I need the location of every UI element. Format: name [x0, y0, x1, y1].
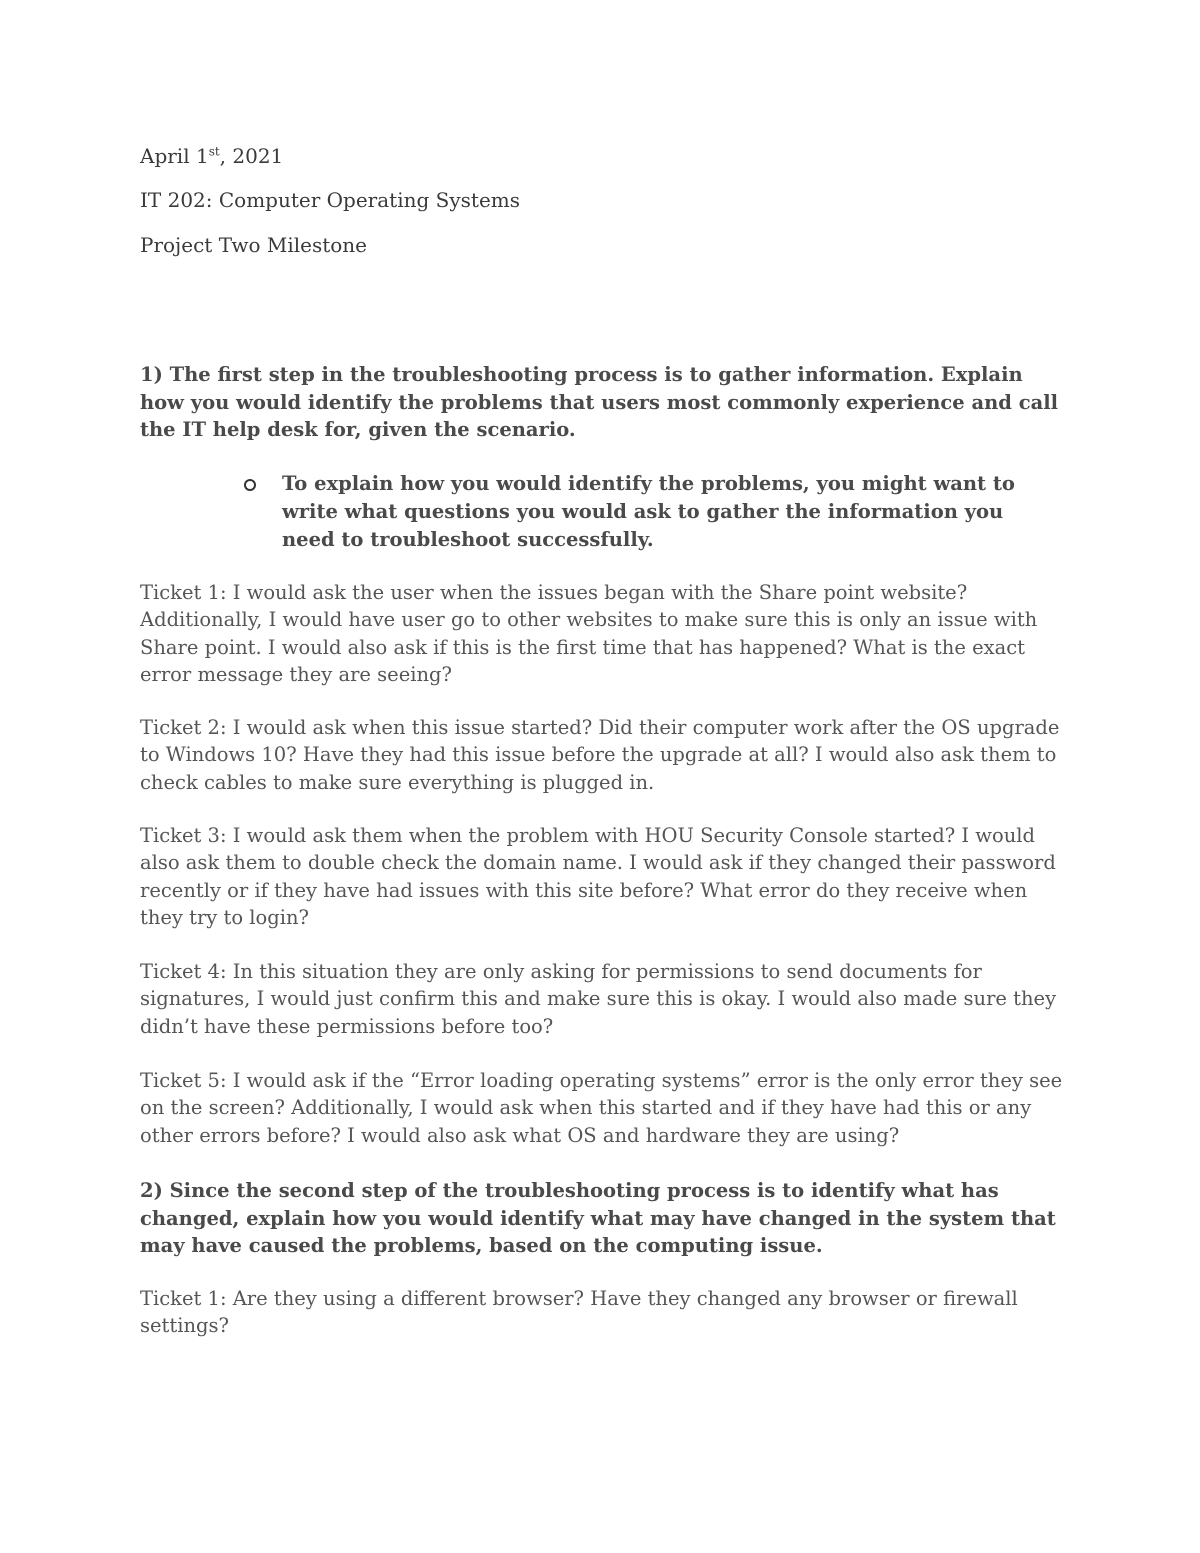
ticket-3-answer: Ticket 3: I would ask them when the problem with HOU Security Console started? I would also ask them to double check the domain name. I would ask if they changed their password recently or if they have had issues with this site before? What error do they receive when they try to login?	[140, 824, 1056, 930]
ticket-4-answer: Ticket 4: In this situation they are only asking for permissions to send documents for signatures, I would just confirm this and make sure this is okay. I would also made sure they didn’t have these permissions before too?	[140, 960, 1057, 1038]
assignment-title: Project Two Milestone	[140, 233, 368, 257]
question-2: 2) Since the second step of the troubleshooting process is to identify what has changed, explain how you would identify what may have changed in the system that may have caused the problems, based on the computing issue.	[140, 1179, 1056, 1257]
date-year: , 2021	[219, 144, 284, 168]
date-text: April 1	[140, 144, 209, 168]
ticket-2-answer: Ticket 2: I would ask when this issue started? Did their computer work after the OS upgrade to Windows 10? Have they had this issue before the upgrade at all? I would also ask them to check cables to make sure everything is plugged in.	[140, 716, 1060, 794]
ticket-1-answer: Ticket 1: I would ask the user when the issues began with the Share point website? Additionally, I would have user go to other websites to make sure this is only an issue with Share point. I would also ask if this is the first time that has happened? What is the exact error message they are seeing?	[140, 581, 1038, 687]
ticket-5-answer: Ticket 5: I would ask if the “Error loading operating systems” error is the only error they see on the screen? Additionally, I would ask when this started and if they have had this or any other errors before? I would also ask what OS and hardware they are using?	[140, 1069, 1063, 1147]
q2-ticket-1-answer: Ticket 1: Are they using a different browser? Have they changed any browser or firewall settings?	[140, 1287, 1018, 1338]
question-1-hint-text: To explain how you would identify the problems, you might want to write what questions you would ask to gather the information you need to troubleshoot successfully.	[282, 472, 1015, 551]
question-1: 1) The first step in the troubleshooting process is to gather information. Explain how you would identify the problems that users most commonly experience and call the IT help desk for, given the scenario.	[140, 363, 1059, 441]
hollow-bullet-icon	[244, 479, 256, 491]
date-line	[140, 143, 283, 169]
course-title: IT 202: Computer Operating Systems	[140, 188, 521, 212]
date-ordinal-suffix: st	[208, 144, 220, 159]
